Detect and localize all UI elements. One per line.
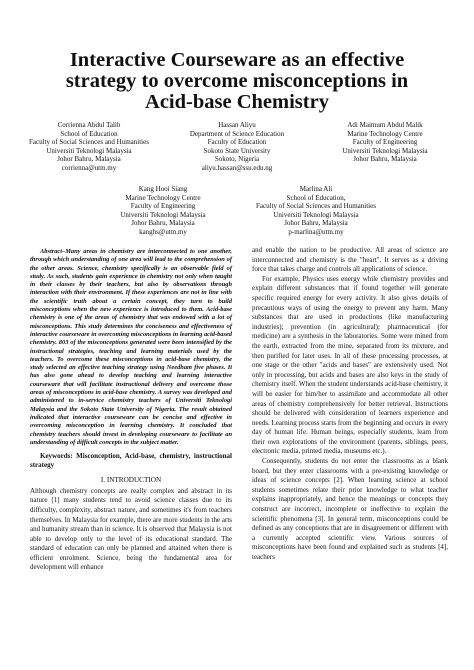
- author-line: Sokoto, Nigeria: [214, 155, 260, 164]
- author-block-3: [310, 121, 460, 164]
- author-line: Corrienna Abdul Talib: [57, 121, 121, 129]
- author-line: Johor Bahru, Malaysia: [284, 219, 348, 228]
- author-line: Department of Science Education: [189, 129, 285, 138]
- author-line: Universiti Teknologi Malaysia: [46, 146, 132, 155]
- keywords: Keywords: Misconception, Acid-base, chemistry, instructional strategy: [30, 452, 232, 470]
- author-line: Marine Technology Centre: [125, 193, 201, 202]
- author-line: Universiti Teknologi Malaysia: [342, 146, 428, 155]
- author-line: Adi Maimum Abdul Malik: [347, 121, 423, 129]
- author-block-2: [162, 121, 312, 173]
- author-email: p-marlina@utm.my: [288, 227, 344, 236]
- body-paragraph: For example, Physics uses energy while chemistry provides and explain different substances that if found together will generate specific required energy for every activity. It also gives details of precautious ways of using the energy to prevent any harm. Many substances that are used in productions (like manufacturing industries); prevention (in agricultural); pharmaceutical (for medicine) are a synthesis in the laboratories. Some were mined from the earth, extracted from the mine, separated from its mixture, and then purified for later uses. In all of these processing processes, at one stage or the other "acids and bases" are extensively used. Not only in processing, but acids and bases are also keys in the study of chemistry itself. When the student understands acid-base chemistry, it will be easier for him/her to assimilate and accommodate all other areas of chemistry comprehensively for better retrieval. Instructions should be delivered with consideration of learners experience and needs. Learning process starts from the beginning and occurs in every day of human life. Human beings, especially students, learn from their own explorations of the environment (parents, siblings, peers, electronic media, printed media, museums etc.).: [252, 274, 448, 456]
- author-line: Universiti Teknologi Malaysia: [273, 210, 359, 219]
- intro-paragraph: Although chemistry concepts are really complex and abstract in its nature [1] many students tend to avoid science classes due to its difficulty, complexity, abstract nature, and sometimes it's from teachers themselves. In Malaysia for example, there are more students in the arts and humanity stream than in science. It is observed that Malaysia is not able to develop only to the level of its educational standard. The standard of education can only be planned and attained when there is efficient enrolment. Science, being the fundamental area for development will enhance: [30, 486, 232, 572]
- author-line: Faculty of Engineering: [130, 202, 196, 211]
- author-email: kanghs@utm.my: [139, 227, 187, 236]
- author-line: Marine Technology Centre: [347, 129, 423, 138]
- author-email: corrienna@utm.my: [61, 163, 117, 172]
- body-paragraph: Consequently, students do not enter the classrooms as a blank board, but they enter classrooms with a pre-existing knowledge or ideas of science concepts [2]. When learning science at school students sometimes relate their prior knowledge to what teacher explains inappropriately, and hence the meanings or concepts they construct are incorrect, incomplete or ineffective to explain the scientific phenomena [3]. In general term, misconceptions could be defined as any conceptions that are in disagreement or different with a currently accepted scientific view. Various sources of misconceptions have been found and explained such as students [4], teachers: [252, 457, 448, 561]
- author-line: Kang Hooi Siang: [138, 185, 188, 193]
- author-block-1: [14, 121, 164, 173]
- section-heading: I. INTRODUCTION: [100, 476, 162, 485]
- body-paragraph: and enable the nation to be productive. All areas of science are interconnected and chemistry is the "heart". It serves as a driving force that takes charge and controls all applications of science.: [252, 246, 448, 274]
- author-line: Hassan Aliyu: [218, 121, 256, 129]
- author-line: Johor Bahru, Malaysia: [353, 155, 417, 164]
- author-email: aliyu.hassan@ssu.edu.ng: [201, 163, 273, 172]
- author-line: Johor Bahru, Malaysia: [131, 219, 195, 228]
- abstract: Abstract–Many areas in chemistry are interconnected to one another, through which understanding of one area will lead to the comprehension of the other areas. Science, chemistry specifically is an observable field of study. As such, students gain experience in chemistry not only when taught in their classes by their teachers, but also by observations through interaction with their environment. If these experiences are not in line with the scientific truth about a certain concept, they turn to build misconceptions when the new experience is introduced to them. Acid-base chemistry is one of the areas of chemistry that was endowed with a lot of misconceptions. This study determines the conciseness and effectiveness of interactive courseware in overcoming misconceptions in learning acid-based chemistry. 803 of the misconceptions generated were been intensified by the instructional strategies, teaching and learning materials used by the teachers. To overcome these misconceptions in acid-base chemistry, the study selected an effective teaching strategy using Needham five phases. It has also gone ahead to develop teaching and learning interactive courseware that will facilitate instructional delivery and overcome those areas of misconceptions in acid-base chemistry. A survey was developed and administered to in-service chemistry teachers of Universiti Teknologi Malaysia and the Sokoto State University of Nigeria. The result obtained indicated that interactive courseware can be concise and effective in overcoming misconception in learning chemistry. It concluded that chemistry teachers should invest in developing courseware to facilitate an understanding of difficult concepts in the subject matter.: [30, 248, 232, 446]
- author-line: Marlina Ali: [299, 185, 333, 193]
- author-block-5: [236, 185, 396, 237]
- left-column: [30, 248, 232, 573]
- right-column: [252, 246, 448, 563]
- author-line: Faculty of Engineering: [352, 138, 418, 147]
- author-line: Faculty of Social Sciences and Humanities: [29, 138, 149, 147]
- author-block-4: [88, 185, 238, 237]
- author-line: School of Education,: [286, 193, 346, 202]
- author-line: School of Education: [60, 129, 118, 138]
- paper-title: Interactive Courseware as an effective strategy to overcome misconceptions in Acid-base Chemistry: [65, 49, 409, 113]
- author-line: Johor Bahru, Malaysia: [57, 155, 121, 164]
- author-line: Faculty of Education: [207, 138, 267, 147]
- author-line: Faculty of Social Sciences and Humanities: [256, 202, 376, 211]
- author-line: Universiti Teknologi Malaysia: [120, 210, 206, 219]
- author-line: Sokoto State University: [203, 146, 271, 155]
